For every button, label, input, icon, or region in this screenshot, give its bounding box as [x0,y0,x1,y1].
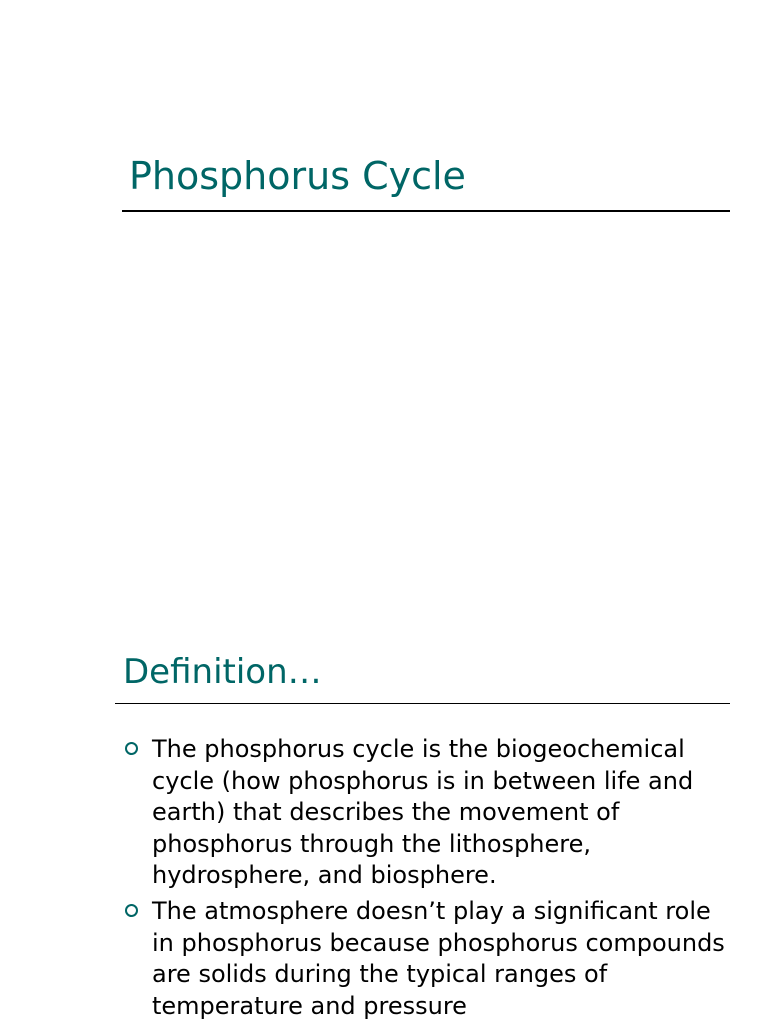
section-title: Definition… [123,652,322,692]
bullet-list [120,734,730,1024]
hollow-circle-icon [125,904,138,917]
bullet-text: The phosphorus cycle is the biogeochemical cycle (how phosphorus is in between life and earth) that describes the movement of phosphorus through the lithosphere, hydrosphere, and biosphere. [152,735,694,890]
title-divider [122,210,730,212]
section-divider [115,703,730,704]
bullet-item [120,734,730,892]
bullet-text: The atmosphere doesn’t play a significant role in phosphorus because phosphorus compounds are solids during the typical ranges of temperature and pressure [152,896,725,1020]
bullet-item [120,896,730,1022]
hollow-circle-icon [125,742,138,755]
slide-title: Phosphorus Cycle [129,154,466,198]
